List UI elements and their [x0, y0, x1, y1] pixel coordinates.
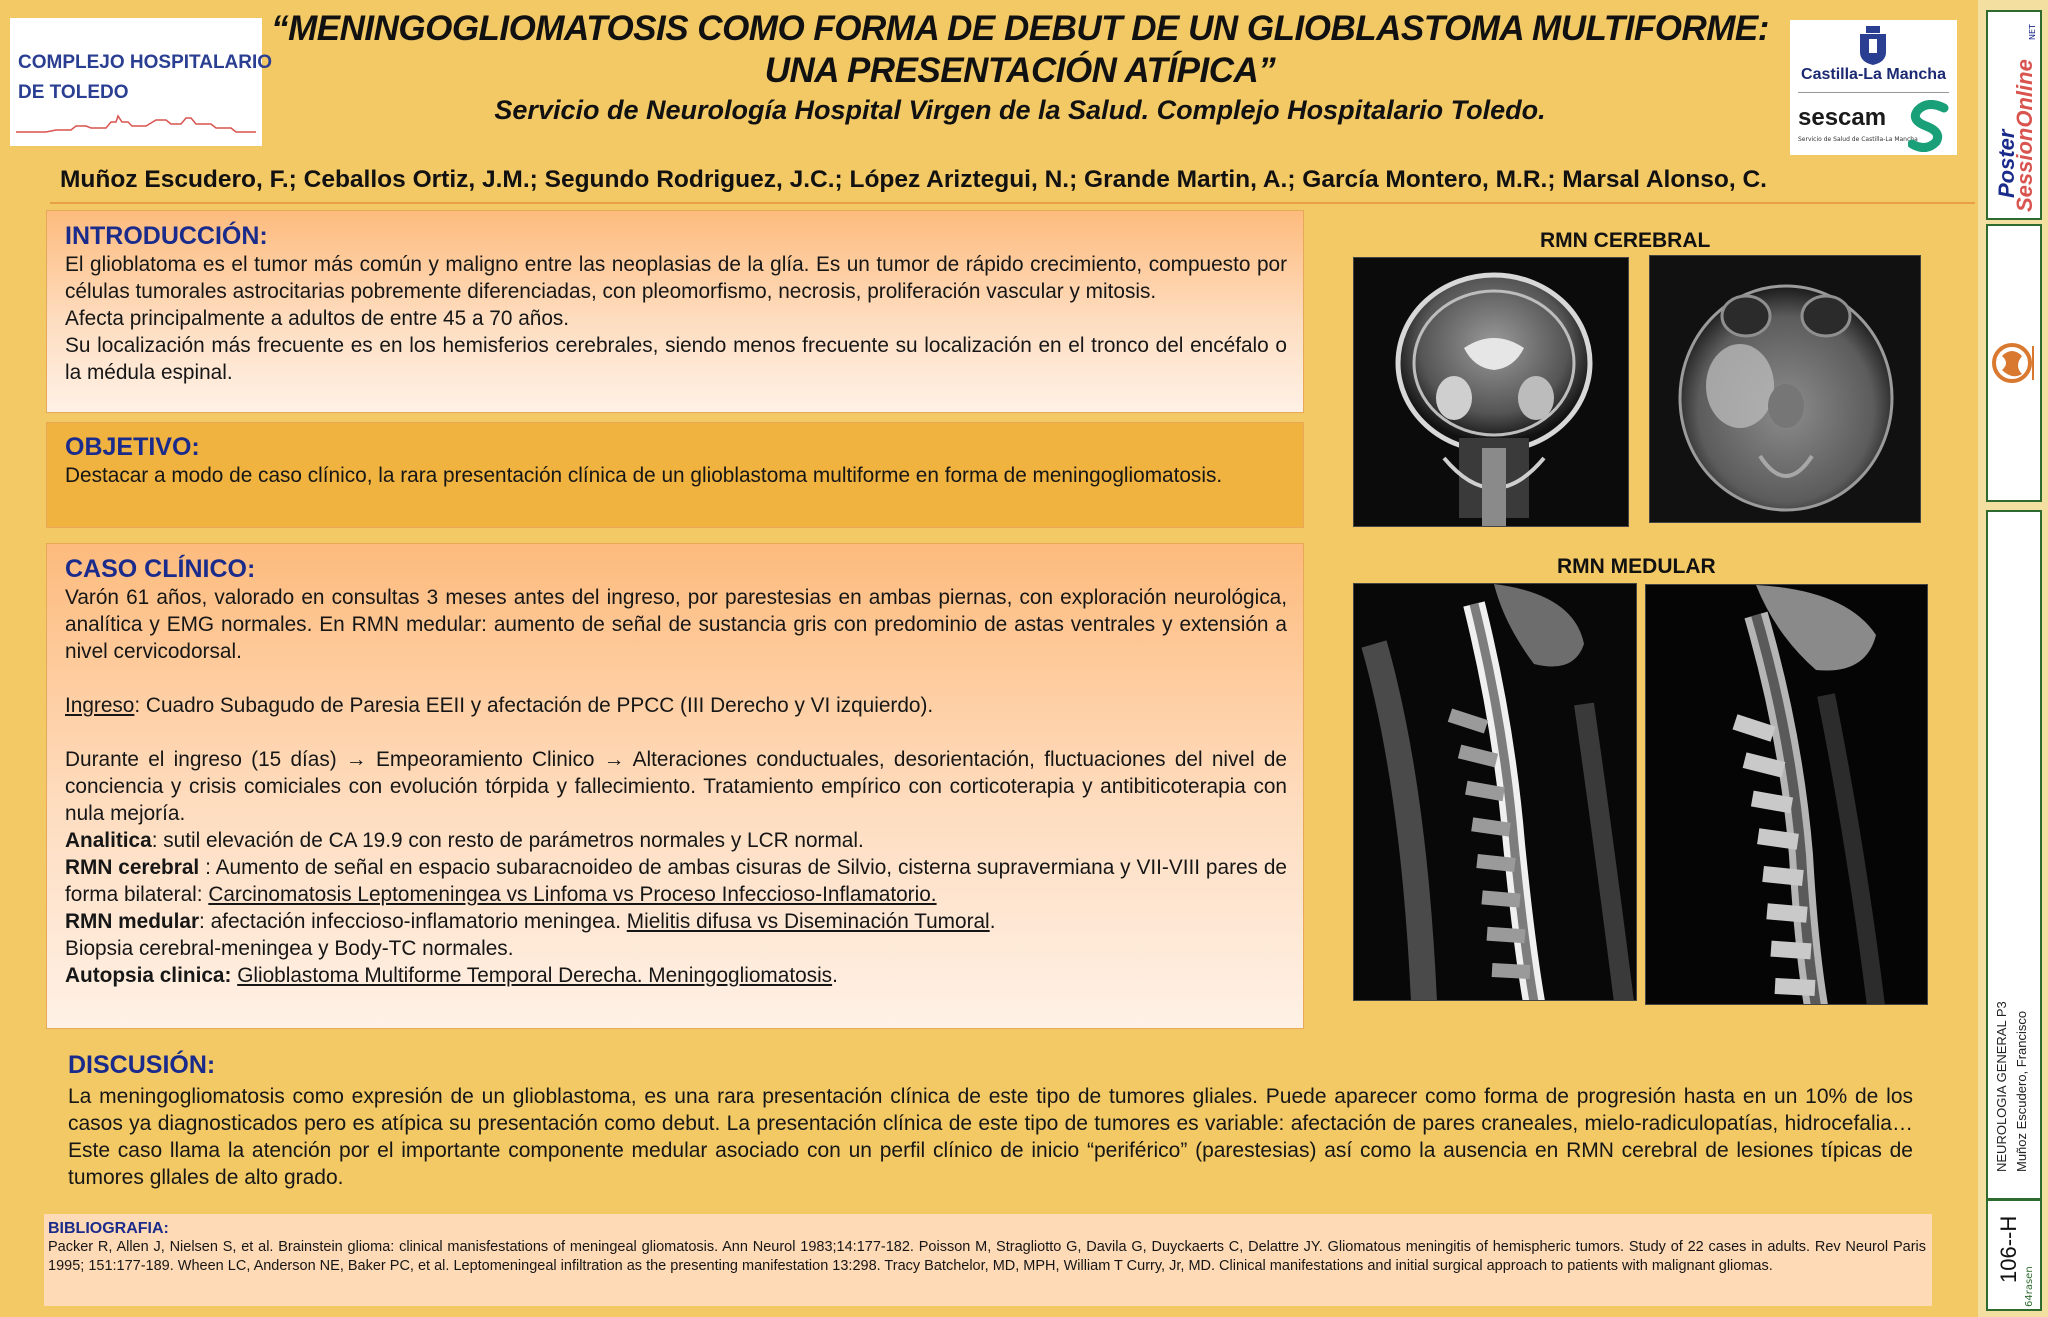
- logo-divider: [1798, 92, 1949, 93]
- sidebar-code-box: [1986, 1199, 2042, 1311]
- poster-subtitle: Servicio de Neurología Hospital Virgen de la Salud. Complejo Hospitalario Toledo.: [494, 95, 1546, 125]
- rmn-medular-label: RMN medular: [65, 910, 200, 933]
- case-rmn-medular: [65, 908, 1287, 935]
- bibliography-section: [44, 1214, 1932, 1306]
- title-line-2: UNA PRESENTACIÓN ATÍPICA”: [764, 51, 1276, 90]
- case-ingreso: [65, 692, 1287, 719]
- rmn-medular-diagnosis: Mielitis difusa vs Diseminación Tumoral: [626, 910, 990, 933]
- brand-poster: Poster: [1994, 129, 2019, 198]
- case-heading: CASO CLÍNICO:: [65, 555, 256, 583]
- brand-net: NET: [2028, 24, 2037, 40]
- ingreso-label: Ingreso: [65, 694, 135, 717]
- autopsia-label: Autopsia clinica:: [65, 964, 232, 987]
- sescam-name: sescam: [1798, 104, 1887, 131]
- sidebar-info-box: [1986, 510, 2042, 1200]
- poster-code: 106--H: [1996, 1215, 2021, 1283]
- rmn-cerebral-label: RMN cerebral: [65, 856, 200, 879]
- mri-spine-t2-image: [1353, 583, 1637, 1001]
- poster-title: [270, 8, 1770, 92]
- hospital-logo: [10, 18, 273, 146]
- objective-heading: OBJETIVO:: [65, 433, 200, 461]
- autopsia-diagnosis: Glioblastoma Multiforme Temporal Derecha. Meningogliomatosis: [237, 964, 833, 987]
- analitica-label: Analitica: [65, 829, 152, 852]
- case-rmn-cerebral: [65, 854, 1287, 908]
- autopsia-period: .: [832, 964, 838, 987]
- rmn-medular-period: .: [989, 910, 996, 933]
- mri-spine-t1-image: [1645, 584, 1928, 1005]
- discussion-heading: DISCUSIÓN:: [68, 1051, 216, 1079]
- region-logos: [1790, 20, 1957, 155]
- bibliography-heading: BIBLIOGRAFIA:: [48, 1220, 169, 1237]
- region-name: Castilla-La Mancha: [1801, 66, 1946, 83]
- intro-paragraph-2: Afecta principalmente a adultos de entre 45 a 70 años.: [65, 307, 570, 330]
- objective-text: Destacar a modo de caso clínico, la rara presentación clínica de un glioblastoma multiforme en forma de meningogliomatosis.: [65, 464, 1223, 487]
- ingreso-text: : Cuadro Subagudo de Paresia EEII y afectación de PPCC (III Derecho y VI izquierdo).: [134, 694, 934, 717]
- logo-line-1: COMPLEJO HOSPITALARIO: [18, 52, 273, 73]
- crest-icon: [1856, 24, 1890, 66]
- skyline-icon: [16, 108, 256, 138]
- society-logo-icon: [1992, 336, 2036, 390]
- sidebar-brand-box: [1986, 10, 2042, 220]
- intro-section: [46, 210, 1304, 413]
- brand-session: SessionOnline: [2012, 59, 2037, 212]
- sidebar-category: NEUROLOGIA GENERAL P3: [1994, 1001, 2009, 1172]
- case-analitica: [65, 827, 1287, 854]
- intro-paragraph-1: El glioblatoma es el tumor más común y maligno entre las neoplasias de la glía. Es un tumor de rápido crecimiento, compuesto por células tumorales astrocitarias pobremente diferenciadas, con pleomorfismo, necrosis, proliferación vascular y mitosis.: [65, 253, 1287, 303]
- sescam-s-icon: [1908, 100, 1952, 152]
- intro-heading: INTRODUCCIÓN:: [65, 222, 268, 250]
- sidebar: [1978, 0, 2048, 1317]
- rmn-medular-title: RMN MEDULAR: [1557, 555, 1716, 578]
- rmn-cerebral-diagnosis: Carcinomatosis Leptomeningea vs Linfoma vs Proceso Infeccioso-Inflamatorio.: [208, 883, 937, 906]
- header-rule: [50, 202, 1975, 204]
- rmn-cerebral-text: : Aumento de señal en espacio subaracnoideo de ambas cisuras de Silvio, cisterna supravermiana y VII-VIII pares de forma bilateral:: [65, 856, 1287, 906]
- authors: Muñoz Escudero, F.; Ceballos Ortiz, J.M.; Segundo Rodriguez, J.C.; López Ariztegui, N.; Grande Martin, A.; García Montero, M.R.; Marsal Alonso, C.: [60, 166, 1767, 193]
- case-paragraph-1: Varón 61 años, valorado en consultas 3 meses antes del ingreso, por parestesias en ambas piernas, con exploración neurológica, analítica y EMG normales. En RMN medular: aumento de señal de sustancia gris con predominio de astas ventrales y extensión a nivel cervicodorsal.: [65, 586, 1287, 663]
- bibliography-text: Packer R, Allen J, Nielsen S, et al. Brainstein glioma: clinical manisfestations of meningeal gliomatosis. Ann Neurol 1983;14:177-182. Poisson M, Stragliotto G, Davila G, Duyckaerts C, Delattre JY. Gliomatous meningitis of hemispheric tumors. Study of 22 cases in adults. Rev Neurol Paris 1995; 151:177-189. Wheen LC, Anderson NE, Baker PC, et al. Leptomeningeal infiltration as the presenting manifestation 13:298. Tracy Batchelor, MD, MPH, William T Curry, Jr, MD. Clinical manifestations and initial surgical approach to patients with malignant gliomas.: [48, 1239, 1926, 1274]
- mri-brain-coronal-image: [1353, 257, 1629, 527]
- objective-section: [46, 422, 1304, 528]
- case-biopsia: Biopsia cerebral-meningea y Body-TC normales.: [65, 937, 514, 960]
- case-durante: Durante el ingreso (15 días) → Empeoramiento Clinico → Alteraciones conductuales, desorientación, fluctuaciones del nivel de conciencia y crisis comiciales con evolución tórpida y fallecimiento. Tratamiento empírico con corticoterapia y antibiticoterapia con nula mejoría.: [65, 748, 1287, 825]
- intro-paragraph-3: Su localización más frecuente es en los hemisferios cerebrales, siendo menos frecuente su localización en el tronco del encéfalo o la médula espinal.: [65, 334, 1287, 384]
- sidebar-author: Muñoz Escudero, Francisco: [2014, 1010, 2029, 1172]
- sescam-subtitle: Servicio de Salud de Castilla-La Mancha: [1798, 136, 1918, 143]
- rmn-medular-text: : afectación infeccioso-inflamatorio meningea.: [199, 910, 627, 933]
- sidebar-logo-box: [1986, 224, 2042, 502]
- analitica-text: : sutil elevación de CA 19.9 con resto de parámetros normales y LCR normal.: [151, 829, 864, 852]
- discussion-text: La meningogliomatosis como expresión de un glioblastoma, es una rara presentación clínica de este tipo de tumores gliales. Puede aparecer como forma de progresión hasta en un 10% de los casos ya diagnosticados pero es atípica su presentación como debut. La presentación clínica de este tipo de tumores es variable: afectación de pares craneales, mielo-radiculopatías, hidrocefalia… Este caso llama la atención por el importante componente medular asociado con un perfil clínico de inicio “periférico” (parestesias) así como la ausencia en RMN cerebral de lesiones típicas de tumores gllales de alto grado.: [68, 1085, 1913, 1189]
- logo-line-2: DE TOLEDO: [18, 82, 129, 103]
- rmn-cerebral-title: RMN CEREBRAL: [1540, 229, 1711, 252]
- case-section: [46, 543, 1304, 1029]
- sidebar-footer: 64rasen: [2024, 1266, 2035, 1307]
- mri-brain-axial-image: [1649, 255, 1921, 523]
- title-line-1: “MENINGOGLIOMATOSIS COMO FORMA DE DEBUT DE UN GLIOBLASTOMA MULTIFORME:: [271, 9, 1769, 48]
- case-autopsia: [65, 962, 1287, 989]
